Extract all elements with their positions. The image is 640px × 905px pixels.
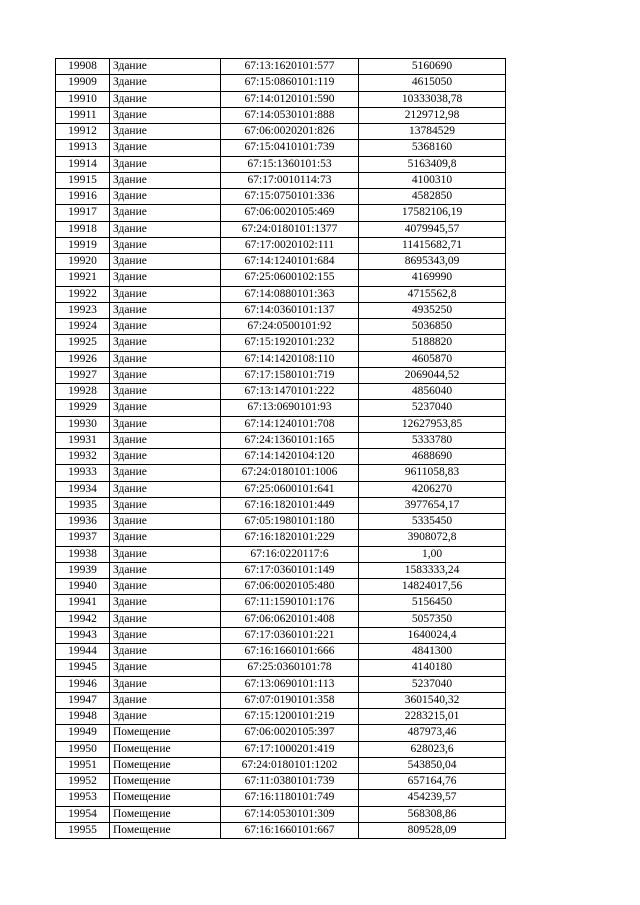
- cadastral-number-cell: 67:16:1180101:749: [221, 790, 359, 806]
- row-number-cell: 19949: [56, 725, 110, 741]
- cadastral-number-cell: 67:25:0600101:641: [221, 481, 359, 497]
- cadastral-number-cell: 67:15:0410101:739: [221, 140, 359, 156]
- cadastral-number-cell: 67:17:0360101:149: [221, 562, 359, 578]
- object-type-cell: Помещение: [110, 725, 221, 741]
- object-type-cell: Здание: [110, 91, 221, 107]
- table-row: [56, 790, 506, 806]
- table-row: [56, 400, 506, 416]
- table-row: [56, 205, 506, 221]
- cadastral-number-cell: 67:05:1980101:180: [221, 514, 359, 530]
- cadastral-value-cell: 4206270: [359, 481, 506, 497]
- cadastral-number-cell: 67:14:1240101:684: [221, 254, 359, 270]
- cadastral-number-cell: 67:24:0180101:1202: [221, 757, 359, 773]
- row-number-cell: 19946: [56, 676, 110, 692]
- cadastral-value-cell: 4935250: [359, 302, 506, 318]
- table-row: [56, 367, 506, 383]
- cadastral-value-cell: 14824017,56: [359, 579, 506, 595]
- cadastral-number-cell: 67:13:1470101:222: [221, 384, 359, 400]
- object-type-cell: Здание: [110, 579, 221, 595]
- table-row: [56, 579, 506, 595]
- cadastral-value-cell: 2069044,52: [359, 367, 506, 383]
- object-type-cell: Здание: [110, 595, 221, 611]
- cadastral-number-cell: 67:14:1240101:708: [221, 416, 359, 432]
- table-row: [56, 107, 506, 123]
- cadastral-value-cell: 4856040: [359, 384, 506, 400]
- cadastral-number-cell: 67:11:0380101:739: [221, 774, 359, 790]
- cadastral-number-cell: 67:24:1360101:165: [221, 432, 359, 448]
- table-row: [56, 546, 506, 562]
- row-number-cell: 19918: [56, 221, 110, 237]
- cadastral-value-cell: 5188820: [359, 335, 506, 351]
- cadastral-value-cell: 3601540,32: [359, 692, 506, 708]
- cadastral-number-cell: 67:16:0220117:6: [221, 546, 359, 562]
- cadastral-value-cell: 13784529: [359, 124, 506, 140]
- row-number-cell: 19908: [56, 59, 110, 75]
- table-row: [56, 140, 506, 156]
- object-type-cell: Здание: [110, 221, 221, 237]
- cadastral-number-cell: 67:07:0190101:358: [221, 692, 359, 708]
- cadastral-number-cell: 67:17:1580101:719: [221, 367, 359, 383]
- cadastral-number-cell: 67:13:0690101:113: [221, 676, 359, 692]
- object-type-cell: Здание: [110, 384, 221, 400]
- row-number-cell: 19936: [56, 514, 110, 530]
- row-number-cell: 19923: [56, 302, 110, 318]
- cadastral-value-cell: 3977654,17: [359, 497, 506, 513]
- cadastral-number-cell: 67:25:0600102:155: [221, 270, 359, 286]
- cadastral-value-cell: 4715562,8: [359, 286, 506, 302]
- cadastral-value-cell: 4688690: [359, 449, 506, 465]
- cadastral-value-cell: 1,00: [359, 546, 506, 562]
- cadastral-value-cell: 809528,09: [359, 822, 506, 838]
- cadastral-number-cell: 67:14:0120101:590: [221, 91, 359, 107]
- row-number-cell: 19928: [56, 384, 110, 400]
- cadastral-value-cell: 4615050: [359, 75, 506, 91]
- cadastral-number-cell: 67:06:0020105:480: [221, 579, 359, 595]
- cadastral-number-cell: 67:13:0690101:93: [221, 400, 359, 416]
- table-row: [56, 270, 506, 286]
- table-row: [56, 319, 506, 335]
- table-row: [56, 75, 506, 91]
- property-table: [55, 58, 506, 839]
- table-row: [56, 595, 506, 611]
- table-row: [56, 644, 506, 660]
- cadastral-number-cell: 67:15:1360101:53: [221, 156, 359, 172]
- row-number-cell: 19953: [56, 790, 110, 806]
- cadastral-number-cell: 67:14:1420108:110: [221, 351, 359, 367]
- row-number-cell: 19921: [56, 270, 110, 286]
- row-number-cell: 19909: [56, 75, 110, 91]
- row-number-cell: 19931: [56, 432, 110, 448]
- row-number-cell: 19922: [56, 286, 110, 302]
- cadastral-value-cell: 5237040: [359, 676, 506, 692]
- object-type-cell: Здание: [110, 611, 221, 627]
- table-row: [56, 237, 506, 253]
- table-row: [56, 156, 506, 172]
- cadastral-value-cell: 10333038,78: [359, 91, 506, 107]
- table-row: [56, 432, 506, 448]
- row-number-cell: 19925: [56, 335, 110, 351]
- object-type-cell: Здание: [110, 692, 221, 708]
- cadastral-value-cell: 4169990: [359, 270, 506, 286]
- cadastral-value-cell: 9611058,83: [359, 465, 506, 481]
- object-type-cell: Здание: [110, 367, 221, 383]
- cadastral-number-cell: 67:06:0620101:408: [221, 611, 359, 627]
- cadastral-value-cell: 568308,86: [359, 806, 506, 822]
- row-number-cell: 19955: [56, 822, 110, 838]
- object-type-cell: Здание: [110, 107, 221, 123]
- cadastral-number-cell: 67:17:0020102:111: [221, 237, 359, 253]
- table-row: [56, 465, 506, 481]
- cadastral-value-cell: 17582106,19: [359, 205, 506, 221]
- row-number-cell: 19911: [56, 107, 110, 123]
- table-row: [56, 302, 506, 318]
- table-body: [56, 59, 506, 839]
- object-type-cell: Здание: [110, 562, 221, 578]
- object-type-cell: Здание: [110, 660, 221, 676]
- row-number-cell: 19935: [56, 497, 110, 513]
- cadastral-value-cell: 1640024,4: [359, 627, 506, 643]
- cadastral-value-cell: 2283215,01: [359, 709, 506, 725]
- row-number-cell: 19950: [56, 741, 110, 757]
- object-type-cell: Здание: [110, 514, 221, 530]
- object-type-cell: Здание: [110, 140, 221, 156]
- cadastral-number-cell: 67:17:0360101:221: [221, 627, 359, 643]
- row-number-cell: 19927: [56, 367, 110, 383]
- object-type-cell: Здание: [110, 400, 221, 416]
- cadastral-number-cell: 67:16:1820101:229: [221, 530, 359, 546]
- row-number-cell: 19939: [56, 562, 110, 578]
- object-type-cell: Здание: [110, 449, 221, 465]
- cadastral-number-cell: 67:06:0020105:397: [221, 725, 359, 741]
- row-number-cell: 19951: [56, 757, 110, 773]
- cadastral-value-cell: 4841300: [359, 644, 506, 660]
- object-type-cell: Помещение: [110, 806, 221, 822]
- row-number-cell: 19938: [56, 546, 110, 562]
- cadastral-value-cell: 5156450: [359, 595, 506, 611]
- cadastral-value-cell: 4100310: [359, 172, 506, 188]
- table-row: [56, 676, 506, 692]
- cadastral-number-cell: 67:17:0010114:73: [221, 172, 359, 188]
- table-row: [56, 384, 506, 400]
- cadastral-value-cell: 4605870: [359, 351, 506, 367]
- table-row: [56, 692, 506, 708]
- cadastral-number-cell: 67:16:1660101:667: [221, 822, 359, 838]
- row-number-cell: 19942: [56, 611, 110, 627]
- table-row: [56, 497, 506, 513]
- object-type-cell: Здание: [110, 237, 221, 253]
- object-type-cell: Здание: [110, 497, 221, 513]
- cadastral-value-cell: 5160690: [359, 59, 506, 75]
- row-number-cell: 19945: [56, 660, 110, 676]
- cadastral-number-cell: 67:06:0020105:469: [221, 205, 359, 221]
- cadastral-value-cell: 1583333,24: [359, 562, 506, 578]
- object-type-cell: Здание: [110, 335, 221, 351]
- object-type-cell: Здание: [110, 302, 221, 318]
- cadastral-number-cell: 67:06:0020201:826: [221, 124, 359, 140]
- cadastral-value-cell: 5237040: [359, 400, 506, 416]
- table-row: [56, 757, 506, 773]
- table-row: [56, 660, 506, 676]
- row-number-cell: 19933: [56, 465, 110, 481]
- object-type-cell: Помещение: [110, 822, 221, 838]
- table-row: [56, 416, 506, 432]
- row-number-cell: 19920: [56, 254, 110, 270]
- cadastral-value-cell: 5333780: [359, 432, 506, 448]
- table-row: [56, 59, 506, 75]
- cadastral-value-cell: 657164,76: [359, 774, 506, 790]
- object-type-cell: Здание: [110, 709, 221, 725]
- row-number-cell: 19915: [56, 172, 110, 188]
- table-row: [56, 335, 506, 351]
- cadastral-number-cell: 67:24:0180101:1377: [221, 221, 359, 237]
- row-number-cell: 19926: [56, 351, 110, 367]
- table-row: [56, 286, 506, 302]
- object-type-cell: Здание: [110, 465, 221, 481]
- cadastral-value-cell: 487973,46: [359, 725, 506, 741]
- cadastral-value-cell: 5335450: [359, 514, 506, 530]
- table-row: [56, 709, 506, 725]
- row-number-cell: 19944: [56, 644, 110, 660]
- table-row: [56, 774, 506, 790]
- row-number-cell: 19917: [56, 205, 110, 221]
- object-type-cell: Здание: [110, 644, 221, 660]
- row-number-cell: 19924: [56, 319, 110, 335]
- row-number-cell: 19954: [56, 806, 110, 822]
- cadastral-value-cell: 543850,04: [359, 757, 506, 773]
- row-number-cell: 19940: [56, 579, 110, 595]
- cadastral-number-cell: 67:15:0860101:119: [221, 75, 359, 91]
- cadastral-number-cell: 67:14:1420104:120: [221, 449, 359, 465]
- table-row: [56, 189, 506, 205]
- cadastral-number-cell: 67:17:1000201:419: [221, 741, 359, 757]
- object-type-cell: Здание: [110, 676, 221, 692]
- cadastral-number-cell: 67:15:0750101:336: [221, 189, 359, 205]
- object-type-cell: Здание: [110, 319, 221, 335]
- cadastral-number-cell: 67:24:0500101:92: [221, 319, 359, 335]
- cadastral-value-cell: 4140180: [359, 660, 506, 676]
- object-type-cell: Здание: [110, 481, 221, 497]
- row-number-cell: 19932: [56, 449, 110, 465]
- row-number-cell: 19947: [56, 692, 110, 708]
- cadastral-value-cell: 8695343,09: [359, 254, 506, 270]
- row-number-cell: 19913: [56, 140, 110, 156]
- cadastral-value-cell: 2129712,98: [359, 107, 506, 123]
- table-row: [56, 611, 506, 627]
- cadastral-number-cell: 67:24:0180101:1006: [221, 465, 359, 481]
- cadastral-number-cell: 67:16:1820101:449: [221, 497, 359, 513]
- object-type-cell: Здание: [110, 254, 221, 270]
- cadastral-number-cell: 67:16:1660101:666: [221, 644, 359, 660]
- cadastral-value-cell: 4582850: [359, 189, 506, 205]
- table-row: [56, 562, 506, 578]
- object-type-cell: Здание: [110, 530, 221, 546]
- table-row: [56, 627, 506, 643]
- table-row: [56, 221, 506, 237]
- object-type-cell: Здание: [110, 59, 221, 75]
- cadastral-number-cell: 67:25:0360101:78: [221, 660, 359, 676]
- row-number-cell: 19952: [56, 774, 110, 790]
- object-type-cell: Здание: [110, 546, 221, 562]
- object-type-cell: Здание: [110, 124, 221, 140]
- cadastral-number-cell: 67:14:0880101:363: [221, 286, 359, 302]
- table-row: [56, 91, 506, 107]
- table-row: [56, 172, 506, 188]
- row-number-cell: 19934: [56, 481, 110, 497]
- cadastral-value-cell: 4079945,57: [359, 221, 506, 237]
- cadastral-value-cell: 5163409,8: [359, 156, 506, 172]
- cadastral-value-cell: 5368160: [359, 140, 506, 156]
- row-number-cell: 19943: [56, 627, 110, 643]
- object-type-cell: Здание: [110, 627, 221, 643]
- row-number-cell: 19941: [56, 595, 110, 611]
- table-row: [56, 806, 506, 822]
- table-row: [56, 822, 506, 838]
- object-type-cell: Здание: [110, 172, 221, 188]
- object-type-cell: Здание: [110, 75, 221, 91]
- object-type-cell: Помещение: [110, 757, 221, 773]
- row-number-cell: 19914: [56, 156, 110, 172]
- table-row: [56, 254, 506, 270]
- cadastral-value-cell: 628023,6: [359, 741, 506, 757]
- row-number-cell: 19930: [56, 416, 110, 432]
- cadastral-number-cell: 67:15:1920101:232: [221, 335, 359, 351]
- object-type-cell: Помещение: [110, 741, 221, 757]
- object-type-cell: Здание: [110, 189, 221, 205]
- cadastral-value-cell: 11415682,71: [359, 237, 506, 253]
- object-type-cell: Здание: [110, 270, 221, 286]
- object-type-cell: Здание: [110, 156, 221, 172]
- object-type-cell: Здание: [110, 432, 221, 448]
- object-type-cell: Помещение: [110, 790, 221, 806]
- cadastral-value-cell: 454239,57: [359, 790, 506, 806]
- table-row: [56, 449, 506, 465]
- row-number-cell: 19912: [56, 124, 110, 140]
- cadastral-value-cell: 3908072,8: [359, 530, 506, 546]
- cadastral-number-cell: 67:14:0360101:137: [221, 302, 359, 318]
- table-row: [56, 514, 506, 530]
- row-number-cell: 19937: [56, 530, 110, 546]
- object-type-cell: Помещение: [110, 774, 221, 790]
- row-number-cell: 19916: [56, 189, 110, 205]
- row-number-cell: 19910: [56, 91, 110, 107]
- cadastral-value-cell: 5036850: [359, 319, 506, 335]
- table-row: [56, 481, 506, 497]
- cadastral-number-cell: 67:14:0530101:888: [221, 107, 359, 123]
- row-number-cell: 19929: [56, 400, 110, 416]
- cadastral-number-cell: 67:15:1200101:219: [221, 709, 359, 725]
- object-type-cell: Здание: [110, 286, 221, 302]
- table-row: [56, 725, 506, 741]
- object-type-cell: Здание: [110, 205, 221, 221]
- row-number-cell: 19948: [56, 709, 110, 725]
- table-row: [56, 351, 506, 367]
- row-number-cell: 19919: [56, 237, 110, 253]
- cadastral-value-cell: 5057350: [359, 611, 506, 627]
- table-row: [56, 530, 506, 546]
- table-row: [56, 741, 506, 757]
- table-row: [56, 124, 506, 140]
- cadastral-number-cell: 67:13:1620101:577: [221, 59, 359, 75]
- cadastral-number-cell: 67:14:0530101:309: [221, 806, 359, 822]
- object-type-cell: Здание: [110, 351, 221, 367]
- cadastral-value-cell: 12627953,85: [359, 416, 506, 432]
- object-type-cell: Здание: [110, 416, 221, 432]
- cadastral-number-cell: 67:11:1590101:176: [221, 595, 359, 611]
